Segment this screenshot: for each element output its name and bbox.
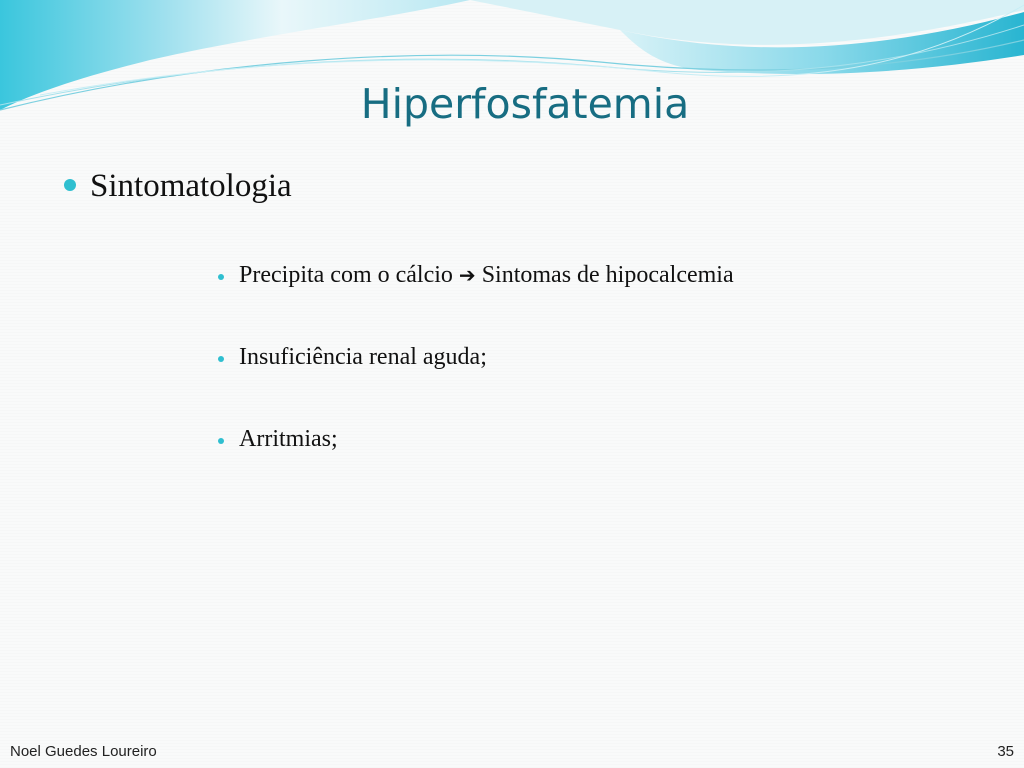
- sub-bullet-text: [239, 262, 734, 289]
- sub-bullet-text-after: Sintomas de hipocalcemia: [481, 262, 734, 288]
- sub-bullet-precipita: [218, 262, 734, 289]
- sub-bullet-arritmias: [218, 426, 338, 453]
- bullet-dot-icon: [64, 179, 76, 191]
- bullet-dot-icon: [218, 274, 224, 280]
- sub-bullet-text-before: Precipita com o cálcio: [239, 262, 453, 288]
- footer-author: Noel Guedes Loureiro: [10, 743, 157, 760]
- bullet-text: Sintomatologia: [90, 168, 292, 204]
- sub-bullet-text: Arritmias;: [239, 426, 338, 452]
- bullet-sintomatologia: [64, 168, 292, 205]
- bullet-dot-icon: [218, 356, 224, 362]
- sub-bullet-text: Insuficiência renal aguda;: [239, 344, 487, 370]
- sub-bullet-insuficiencia: [218, 344, 487, 371]
- bullet-dot-icon: [218, 438, 224, 444]
- right-arrow-icon: ➔: [458, 263, 476, 287]
- footer-page-number: 35: [997, 743, 1014, 760]
- slide-title: Hiperfosfatemia: [360, 80, 690, 128]
